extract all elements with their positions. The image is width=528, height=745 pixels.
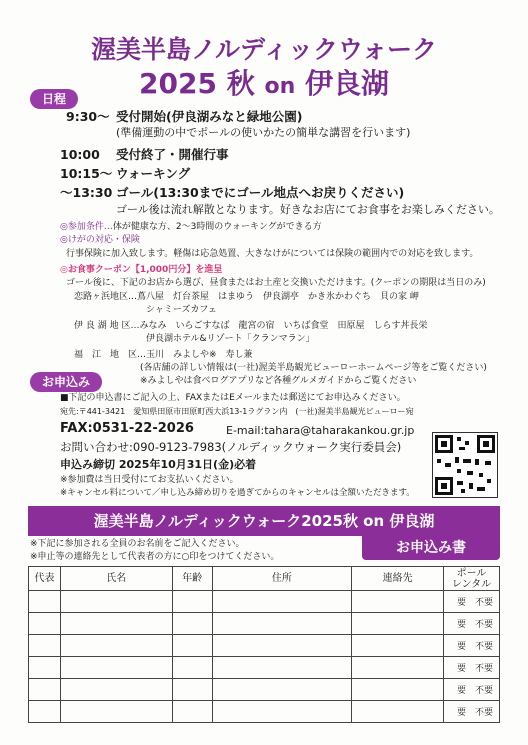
cell-contact[interactable]: [352, 657, 444, 679]
area-koijigahama: 恋路ヶ浜地区…蔦八屋 灯台茶屋 はまゆう 伊良湖亭 かき氷かわぐち 貝の家 岬: [74, 292, 419, 302]
cell-address[interactable]: [212, 679, 352, 701]
apply-address: 宛先:〒441-3421 愛知県田原市田原町西大浜13-1ラグラン内 (一社)渥美半島観光ビューロー宛: [60, 407, 414, 416]
apply-inquiry: お問い合わせ:090-9123-7983(ノルディックウォーク実行委員会): [60, 440, 402, 454]
cell-age[interactable]: [172, 679, 212, 701]
qr-code-graphic: [433, 433, 497, 497]
apply-fax: FAX:0531-22-2026: [60, 421, 194, 436]
cell-name[interactable]: [60, 657, 172, 679]
form-header-row: [29, 567, 500, 591]
cell-contact[interactable]: [352, 613, 444, 635]
schedule-item: 10:00 受付終了・開催行事: [60, 147, 229, 162]
schedule-item: 〜13:30 ゴール(13:30までにゴール地点へお戻りください): [60, 185, 405, 200]
cell-name[interactable]: [60, 701, 172, 723]
cell-contact[interactable]: [352, 591, 444, 613]
miyoshi-note: ※みよしやは食べログアプリなど各種グルメガイドからご覧ください: [140, 376, 417, 386]
cell-pole-rental[interactable]: 要 不要: [444, 635, 500, 657]
cell-address[interactable]: [212, 613, 352, 635]
cell-address[interactable]: [212, 635, 352, 657]
cancel-note: ※キャンセル料について／申し込み締め切りを過ぎてからのキャンセルは全額いただきます。: [60, 488, 415, 498]
cell-name[interactable]: [60, 591, 172, 613]
event-title: 渥美半島ノルディックウォーク: [90, 35, 437, 64]
cell-age[interactable]: [172, 657, 212, 679]
fee-note: ※参加費は当日受付にてお支払いください。: [60, 475, 239, 485]
form-instruction-1: ※下記に参加される全員のお名前をご記入ください。: [30, 539, 245, 549]
title-on: on: [264, 74, 296, 99]
area-irago-extra: 伊良湖ホテル&リゾート「クランマラン」: [146, 334, 315, 344]
area-irago: 伊 良 湖 地 区…みなみ いらごすなば 龍宮の宿 いちば食堂 田原屋 しらす丼長栄: [74, 321, 428, 331]
cell-representative[interactable]: [29, 613, 61, 635]
application-form-table: [28, 566, 500, 723]
cell-age[interactable]: [172, 591, 212, 613]
coupon-text: ゴール後に、下記のお店から選び、昼食またはお土産と交換いただけます。(クーポンの期限は当日のみ): [66, 278, 486, 288]
apply-deadline: 申込み締切 2025年10月31日(金)必着: [60, 458, 257, 471]
cell-contact[interactable]: [352, 635, 444, 657]
injury-text: 行事保険に加入致します。軽傷は応急処置、大きなけがについては保険の範囲内での対応を致します。: [66, 249, 479, 259]
apply-label: お申込み: [30, 372, 102, 392]
title-place: 伊良湖: [304, 67, 389, 100]
col-pole-rental: ポール レンタル: [444, 567, 500, 591]
title-year: 2025: [139, 67, 217, 100]
cell-representative[interactable]: [29, 591, 61, 613]
cell-pole-rental[interactable]: 要 不要: [444, 591, 500, 613]
schedule-item: 10:15〜 ウォーキング: [60, 166, 191, 181]
apply-intro: ■下記の申込書にご記入の上、FAXまたはEメールまたは郵送にてお申込みください。: [60, 393, 406, 403]
cell-address[interactable]: [212, 591, 352, 613]
schedule-item: ゴール後は流れ解散となります。好きなお店にてお食事をお楽しみください。: [116, 203, 500, 216]
schedule-item: 9:30〜 受付開始(伊良湖みなと緑地公園): [66, 109, 303, 124]
cell-age[interactable]: [172, 635, 212, 657]
form-entry-row: [29, 635, 500, 657]
injury-label: ◎けがの対応・保険: [60, 235, 140, 245]
col-name: 氏名: [60, 567, 172, 591]
col-address: 住所: [212, 567, 352, 591]
schedule-item: (準備運動の中でポールの使いかたの簡単な講習を行います): [116, 126, 411, 139]
schedule-label: 日程: [30, 89, 78, 109]
cell-representative[interactable]: [29, 701, 61, 723]
cell-contact[interactable]: [352, 701, 444, 723]
form-instruction-2: ※申止等の連絡先として代表者の方に○印をつけてください。: [30, 552, 280, 562]
col-age: 年齢: [172, 567, 212, 591]
cell-pole-rental[interactable]: 要 不要: [444, 679, 500, 701]
cell-age[interactable]: [172, 701, 212, 723]
event-subtitle: [0, 62, 528, 102]
form-entry-row: [29, 657, 500, 679]
apply-email: E-mail:tahara@taharakankou.gr.jp: [226, 424, 415, 437]
qr-code[interactable]: [432, 432, 498, 498]
cell-pole-rental[interactable]: 要 不要: [444, 613, 500, 635]
form-banner: 渥美半島ノルディックウォーク2025秋 on 伊良湖: [28, 506, 500, 536]
cell-age[interactable]: [172, 613, 212, 635]
conditions-note: ◎参加条件…体が健康な方、2〜3時間のウォーキングができる方: [60, 222, 322, 232]
col-contact: 連絡先: [352, 567, 444, 591]
cell-name[interactable]: [60, 613, 172, 635]
coupon-label: ◎お食事クーポン【1,000円分】を進呈: [60, 265, 223, 275]
cell-address[interactable]: [212, 657, 352, 679]
cell-pole-rental[interactable]: 要 不要: [444, 701, 500, 723]
area-koijigahama-extra: シャミーズカフェ: [146, 305, 217, 315]
cell-address[interactable]: [212, 701, 352, 723]
cell-pole-rental[interactable]: 要 不要: [444, 657, 500, 679]
cell-representative[interactable]: [29, 657, 61, 679]
area-fukue: 福 江 地 区…玉川 みよしや※ 寿し兼: [74, 350, 253, 360]
form-banner-sub: お申込み書: [362, 536, 500, 560]
cell-name[interactable]: [60, 635, 172, 657]
cell-representative[interactable]: [29, 679, 61, 701]
col-representative: 代表: [29, 567, 61, 591]
cell-representative[interactable]: [29, 635, 61, 657]
form-entry-row: [29, 591, 500, 613]
info-note: (各店舗の詳しい情報は(一社)渥美半島観光ビューローホームページ等をご覧ください): [140, 363, 487, 373]
form-entry-row: [29, 701, 500, 723]
title-season: 秋: [226, 67, 255, 100]
cell-name[interactable]: [60, 679, 172, 701]
form-entry-row: [29, 613, 500, 635]
form-entry-row: [29, 679, 500, 701]
cell-contact[interactable]: [352, 679, 444, 701]
